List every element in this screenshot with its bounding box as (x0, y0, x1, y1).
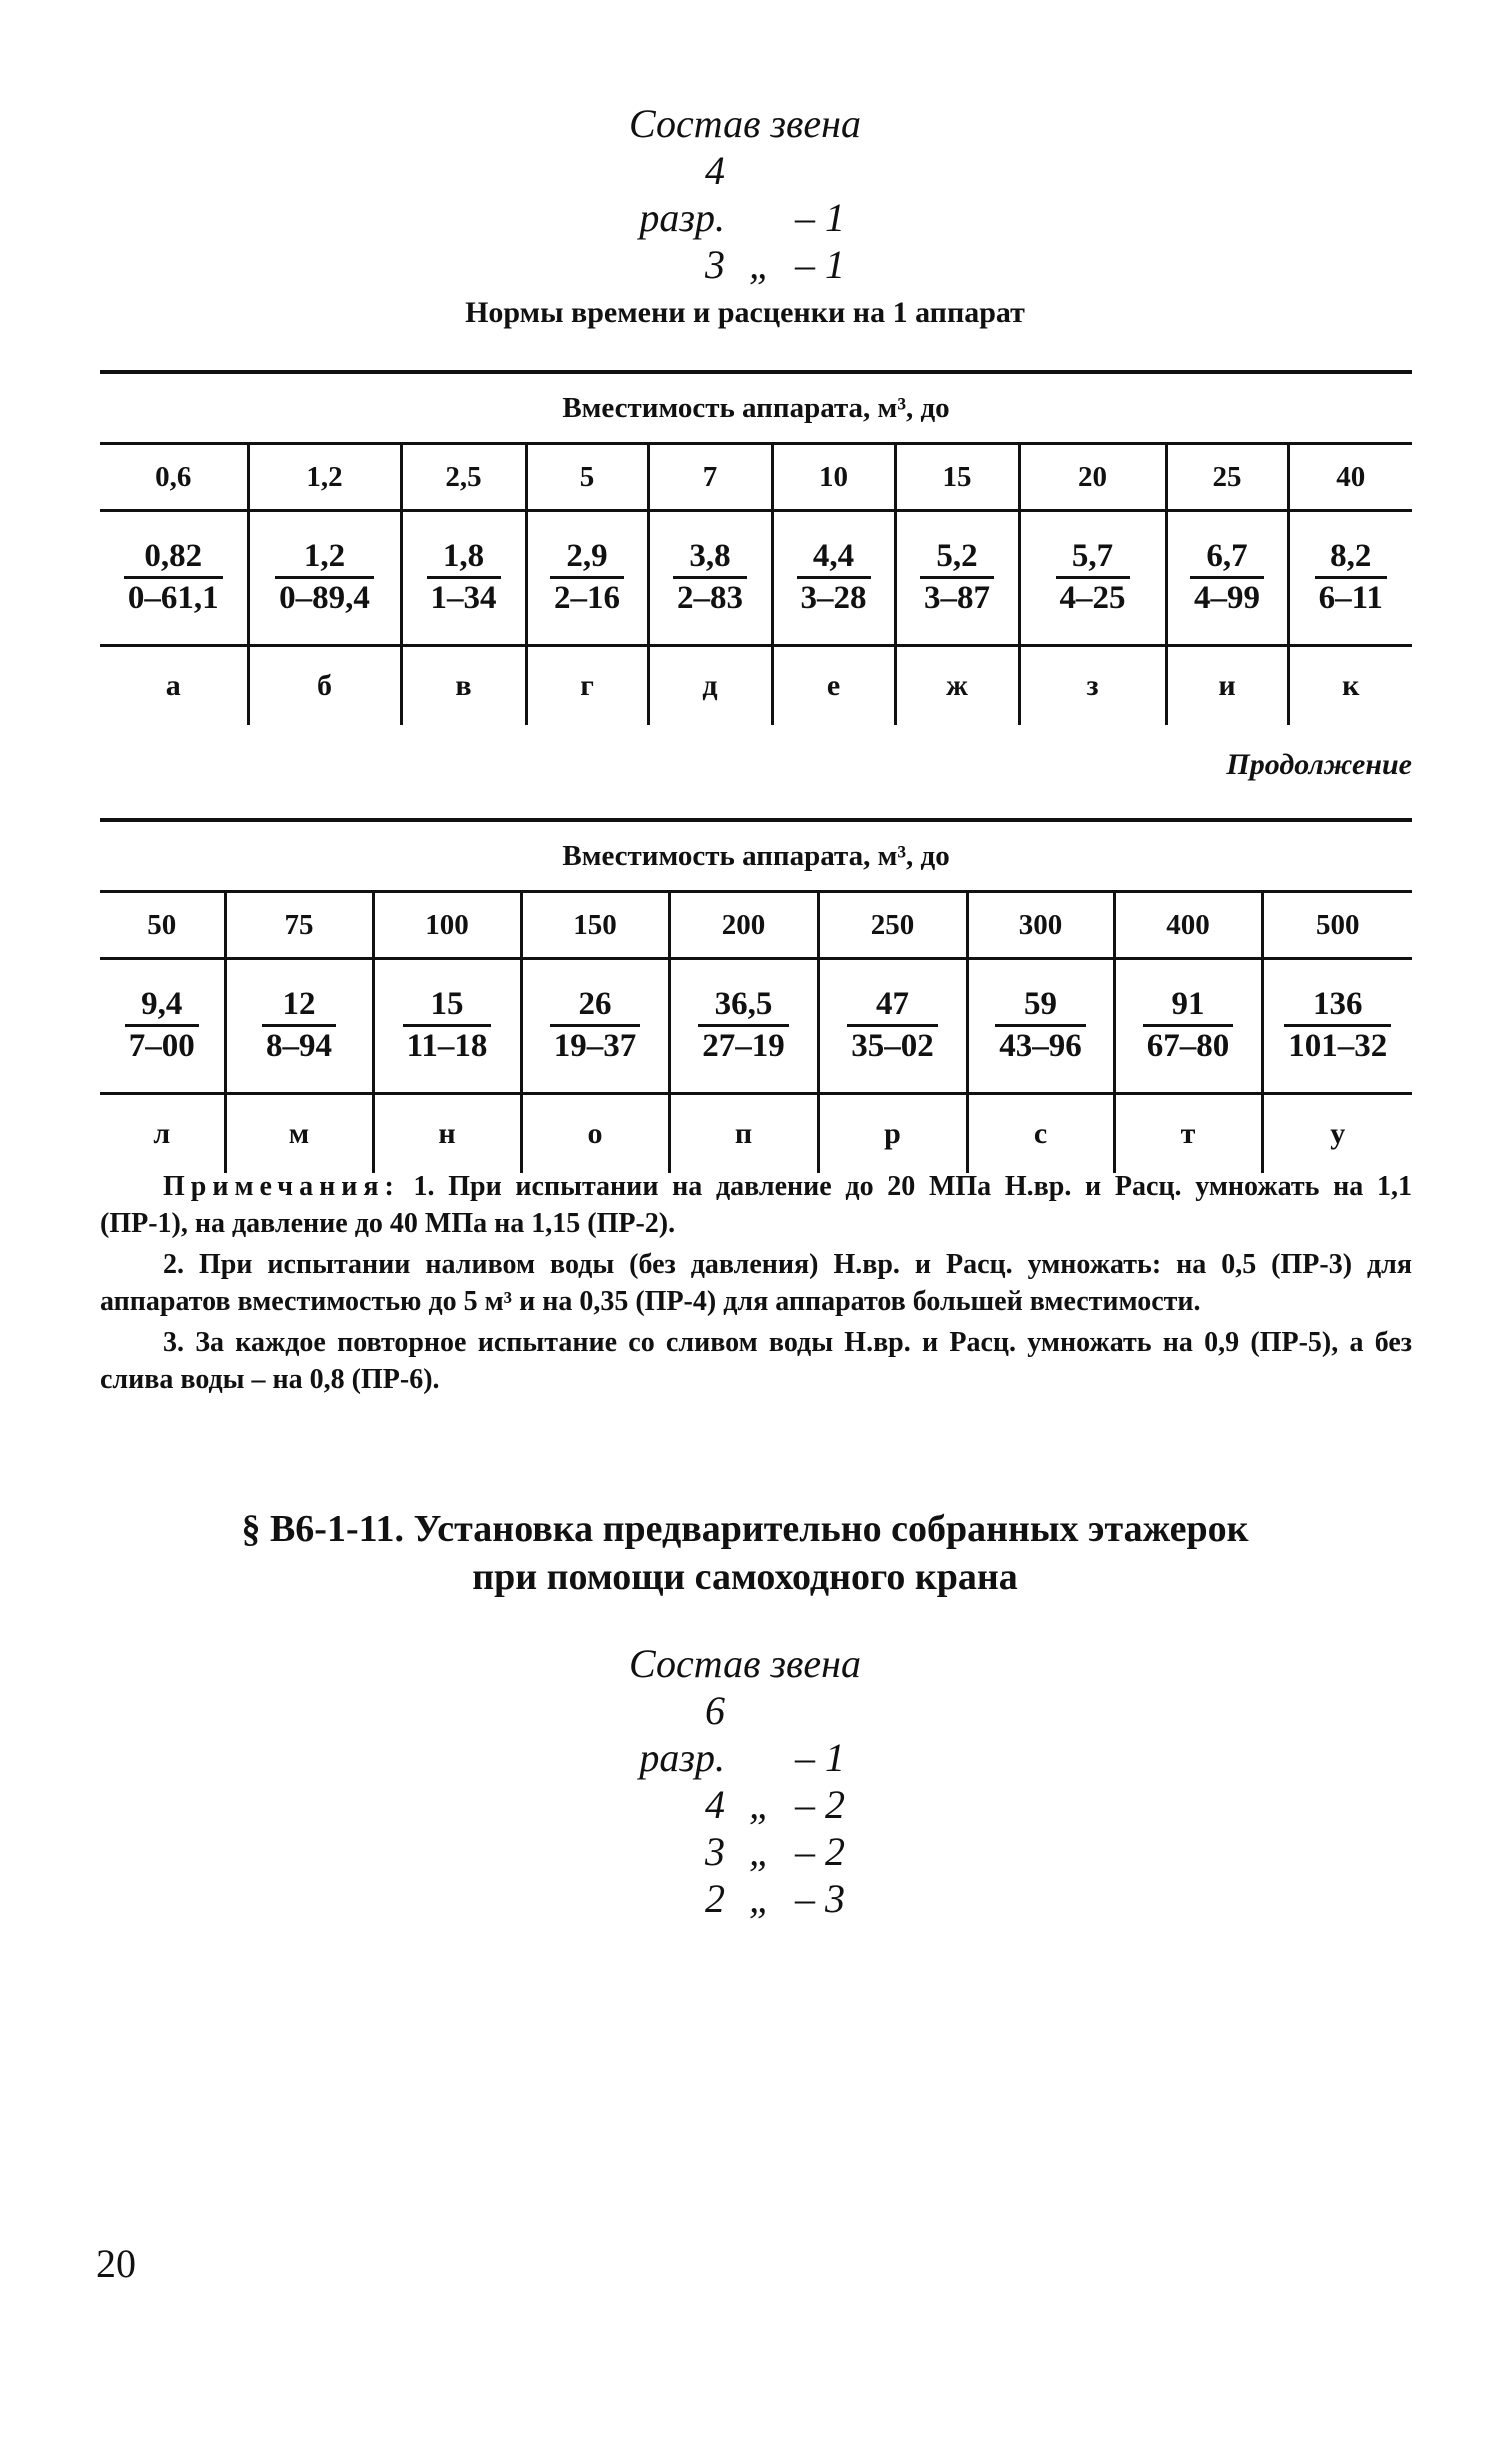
capacity-cell: 50 (100, 892, 225, 959)
norms-table-1 (100, 370, 1412, 725)
letter-cell: б (248, 646, 401, 726)
crew-row: 3 „ – 1 (705, 242, 845, 287)
norm-cell: $\frac{1,8}{1-34}$ (401, 511, 526, 646)
norm-cell: $\frac{3,8}{2-83}$ (648, 511, 772, 646)
norm-cell: $\frac{59}{43-96}$ (967, 959, 1114, 1094)
letter-cell: м (225, 1094, 373, 1174)
capacity-cell: 500 (1262, 892, 1412, 959)
crew-title: Состав звена (628, 101, 861, 146)
norm-cell: $\frac{5,2}{3-87}$ (895, 511, 1019, 646)
letter-cell: р (818, 1094, 967, 1174)
letter-cell: з (1019, 646, 1166, 726)
letter-cell: е (772, 646, 895, 726)
capacity-cell: 1,2 (248, 444, 401, 511)
table-header: Вместимость аппарата, м³, до (100, 372, 1412, 444)
capacity-cell: 150 (521, 892, 669, 959)
capacity-cell: 200 (669, 892, 818, 959)
letter-cell: ж (895, 646, 1019, 726)
letter-cell: в (401, 646, 526, 726)
crew-composition-top (0, 100, 1490, 288)
norm-cell: $\frac{15}{11-18}$ (373, 959, 521, 1094)
norm-cell: $\frac{9,4}{7-00}$ (100, 959, 225, 1094)
crew-row: 2 „ – 3 (705, 1876, 845, 1921)
table-header: Вместимость аппарата, м³, до (100, 820, 1412, 892)
letter-cell: у (1262, 1094, 1412, 1174)
crew-row: 4 „ – 2 (705, 1782, 845, 1827)
crew-row: 6 разр. – 1 (639, 1688, 845, 1780)
norm-cell: $\frac{12}{8-94}$ (225, 959, 373, 1094)
table-title: Нормы времени и расценки на 1 аппарат (465, 296, 1025, 329)
norm-cell: $\frac{8,2}{6-11}$ (1288, 511, 1412, 646)
norms-table-2 (100, 818, 1412, 1173)
crew-row: 4 разр. – 1 (639, 148, 845, 240)
capacity-cell: 400 (1114, 892, 1262, 959)
note-item: Примечания: 1. При испытании на давление до 20 МПа Н.вр. и Расц. умножать на 1,1 (ПР-1), на давление до 40 МПа на 1,15 (ПР-2). (100, 1171, 1413, 1239)
section-heading: § В6-1-11. Установка предварительно собранных этажерок при помощи самоходного крана (241, 1508, 1249, 1598)
norm-cell: $\frac{47}{35-02}$ (818, 959, 967, 1094)
norm-cell: $\frac{0,82}{0-61,1}$ (100, 511, 248, 646)
page-number: 20 (96, 2241, 136, 2286)
crew-title: Состав звена (628, 1641, 861, 1686)
capacity-cell: 15 (895, 444, 1019, 511)
letter-cell: л (153, 1117, 171, 1150)
capacity-cell: 250 (818, 892, 967, 959)
capacity-cell: 25 (1166, 444, 1288, 511)
capacity-cell: 10 (772, 444, 895, 511)
continuation-label: Продолжение (1226, 748, 1412, 781)
note-item: 3. За каждое повторное испытание со сливом воды Н.вр. и Расц. умножать на 0,9 (ПР-5), а без слива воды – на 0,8 (ПР-6). (100, 1327, 1412, 1395)
letter-cell: к (1288, 646, 1412, 726)
letter-cell: д (648, 646, 772, 726)
letter-cell: н (373, 1094, 521, 1174)
norm-cell: $\frac{36,5}{27-19}$ (669, 959, 818, 1094)
letter-cell: т (1114, 1094, 1262, 1174)
capacity-cell: 2,5 (401, 444, 526, 511)
letter-cell: г (526, 646, 648, 726)
letter-cell: и (1166, 646, 1288, 726)
notes-label: Примечания: (163, 1171, 400, 1202)
letter-cell: а (165, 669, 181, 702)
letter-cell: п (669, 1094, 818, 1174)
crew-composition-bottom (0, 1640, 1490, 1922)
norm-cell: $\frac{1,2}{0-89,4}$ (248, 511, 401, 646)
capacity-cell: 75 (225, 892, 373, 959)
norm-cell: $\frac{26}{19-37}$ (521, 959, 669, 1094)
norm-cell: $\frac{2,9}{2-16}$ (526, 511, 648, 646)
norm-cell: $\frac{91}{67-80}$ (1114, 959, 1262, 1094)
notes-block (100, 1168, 1412, 1402)
capacity-cell: 100 (373, 892, 521, 959)
crew-row: 3 „ – 2 (705, 1829, 845, 1874)
norm-cell: $\frac{4,4}{3-28}$ (772, 511, 895, 646)
capacity-cell: 0,6 (100, 444, 248, 511)
capacity-cell: 40 (1288, 444, 1412, 511)
capacity-cell: 7 (648, 444, 772, 511)
letter-cell: с (967, 1094, 1114, 1174)
norm-cell: $\frac{136}{101-32}$ (1262, 959, 1412, 1094)
note-item: 2. При испытании наливом воды (без давления) Н.вр. и Расц. умножать: на 0,5 (ПР-3) для аппаратов вместимостью до 5 м³ и на 0,35 (ПР-4) для аппаратов большей вместимости. (100, 1249, 1412, 1317)
capacity-cell: 300 (967, 892, 1114, 959)
letter-cell: о (521, 1094, 669, 1174)
norm-cell: $\frac{5,7}{4-25}$ (1019, 511, 1166, 646)
capacity-cell: 20 (1019, 444, 1166, 511)
norm-cell: $\frac{6,7}{4-99}$ (1166, 511, 1288, 646)
capacity-cell: 5 (526, 444, 648, 511)
